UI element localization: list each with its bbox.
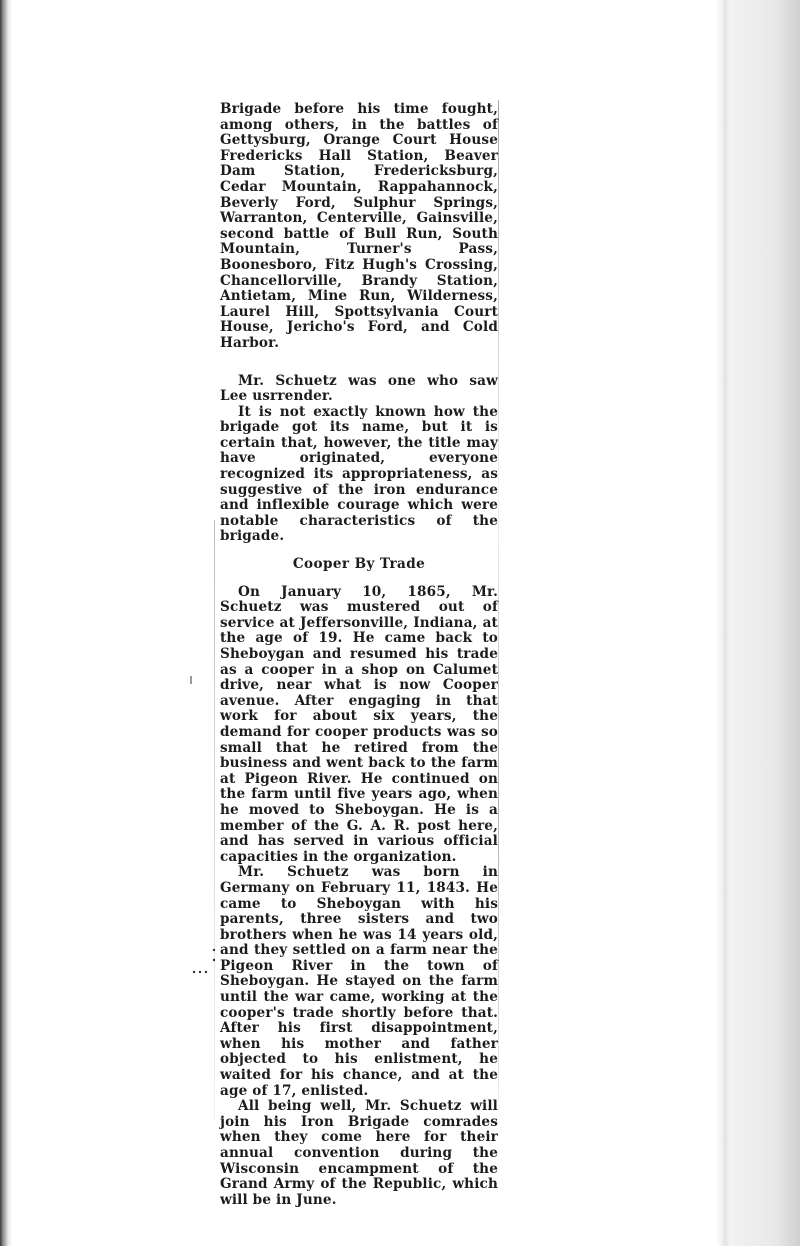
page-left-edge-shadow [0, 0, 12, 1246]
article-paragraph-lee-surrender: Mr. Schuetz was one who saw Lee usrrender. [220, 372, 498, 405]
article-paragraph-battles: Brigade before his time fought, among others, in the battles of Gettysburg, Orange Court House Fredericks Hall Station, Beaver Dam Station, Fredericksburg, Cedar Mountain, Rappahannock, Beverly Ford, Sulphur Springs, Warranton, Centerville, Gainsville, second battle of Bull Run, South Mountain, Turner's Pass, Boonesboro, Fitz Hugh's Crossing, Chancellorville, Brandy Station, Antietam, Mine Run, Wilderness, Laurel Hill, Spottsylvania Court House, Jericho's Ford, and Cold Harbor. [220, 101, 498, 351]
article-paragraph-brigade-name: It is not exactly known how the brigade got its name, but it is certain that, however, the title may have originated, everyone recognized its appropriateness, as suggestive of the iron endurance and inflexible courage which were notable characteristics of the brigade. [220, 403, 498, 545]
article-paragraph-convention: All being well, Mr. Schuetz will join his Iron Brigade comrades when they come here for their annual convention during the Wisconsin encampment of the Grand Army of the Republic, which will be in June. [220, 1098, 498, 1208]
paragraph-spacer [220, 352, 498, 374]
margin-mark [190, 676, 192, 684]
column-right-rule [498, 100, 499, 1100]
ink-speck-dots [190, 946, 220, 976]
article-paragraph-cooper-trade: On January 10, 1865, Mr. Schuetz was mustered out of service at Jeffersonville, Indiana, at the age of 19. He came back to Sheboygan and resumed his trade as a cooper in a shop on Calumet drive, near what is now Cooper avenue. After engaging in that work for about six years, the demand for cooper products was so small that he retired from the business and went back to the farm at Pigeon River. He continued on the farm until five years ago, when he moved to Sheboygan. He is a member of the G. A. R. post here, and has served in various official capacities in the organization. [220, 583, 498, 865]
page-right-margin [716, 0, 800, 1246]
newspaper-article-column [220, 102, 498, 1208]
column-left-rule [214, 520, 215, 1120]
article-subheading: Cooper By Trade [292, 556, 426, 573]
article-paragraph-biography: Mr. Schuetz was born in Germany on February 11, 1843. He came to Sheboygan with his parents, three sisters and two brothers when he was 14 years old, and they settled on a farm near the Pigeon River in the town of Sheboygan. He stayed on the farm until the war came, working at the cooper's trade shortly before that. After his first disappointment, when his mother and father objected to his enlistment, he waited for his chance, and at the age of 17, enlisted. [220, 864, 498, 1099]
